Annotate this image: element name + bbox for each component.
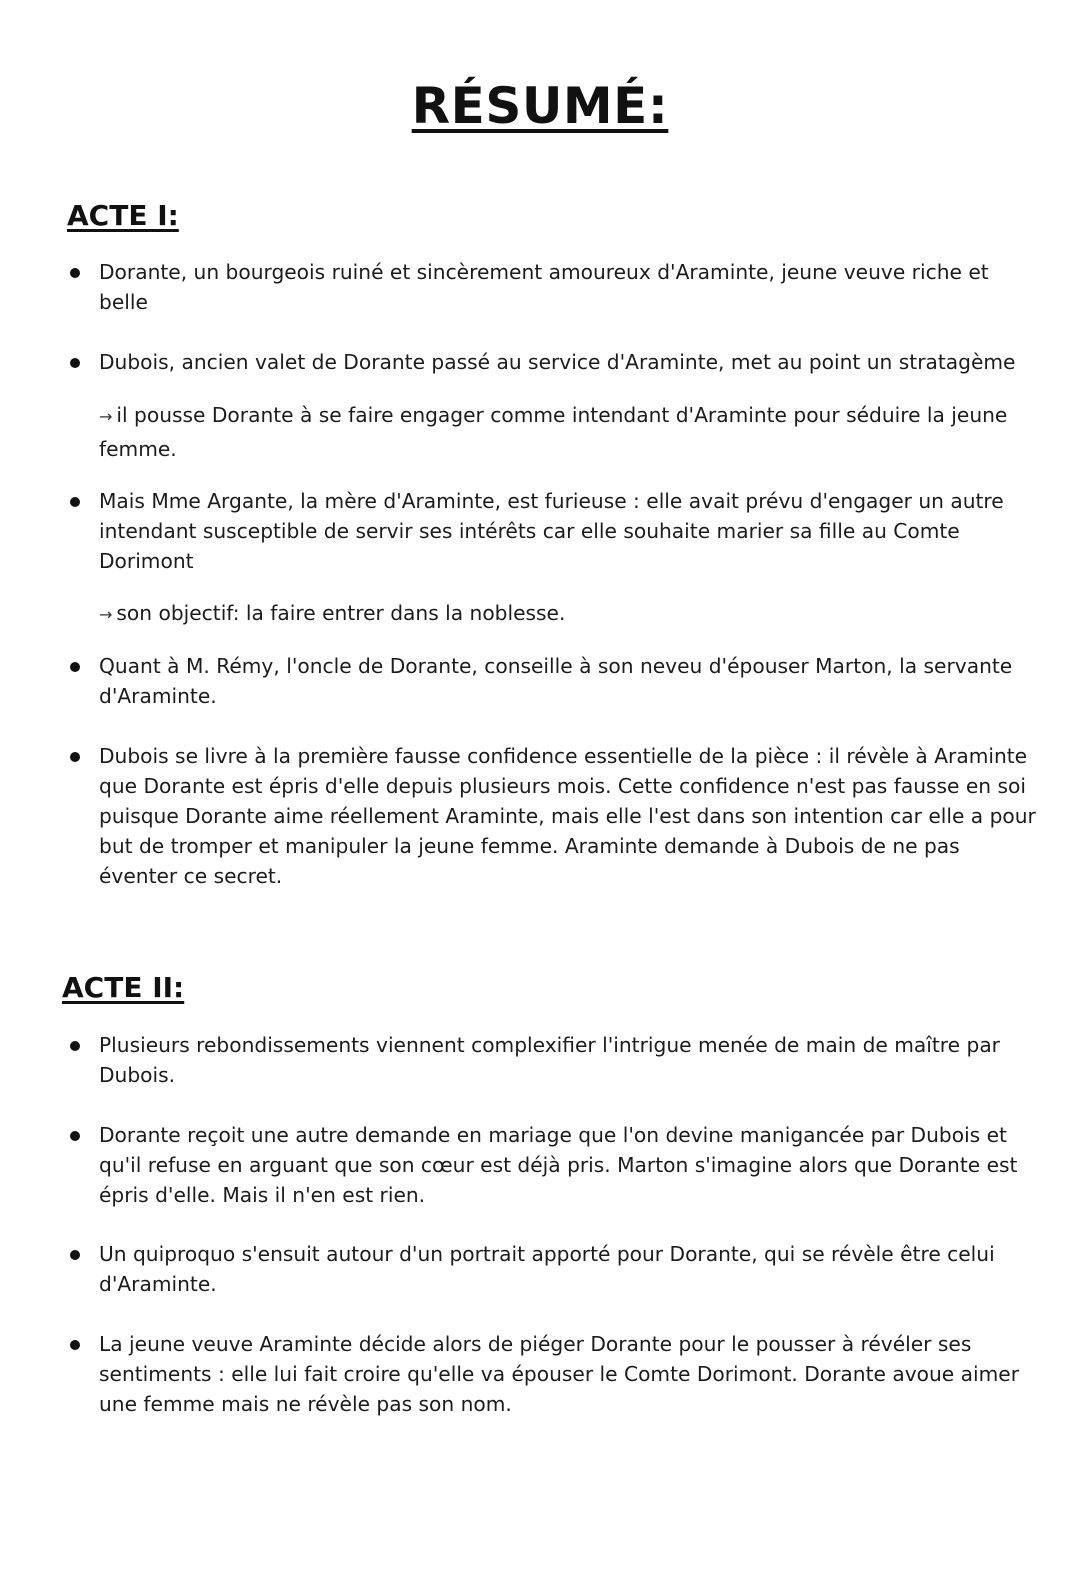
bullet-icon (70, 268, 80, 278)
bullet-icon (70, 1041, 80, 1051)
act-1-sub-1-text: il pousse Dorante à se faire engager comme intendant d'Araminte pour séduire la jeune femme. (99, 403, 1008, 461)
act-1-item-2: Dubois, ancien valet de Dorante passé au service d'Araminte, met au point un stratagème (99, 350, 1016, 374)
bullet-icon (70, 358, 80, 368)
act-2-heading: ACTE II: (62, 971, 185, 1004)
act-1-item-4: Quant à M. Rémy, l'oncle de Dorante, conseille à son neveu d'épouser Marton, la servante d'Araminte. (99, 654, 1013, 708)
bullet-icon (70, 1131, 80, 1141)
arrow-right-icon: → (99, 407, 113, 426)
act-1-sub-2 (99, 597, 1039, 631)
act-2-item-4: La jeune veuve Araminte décide alors de piéger Dorante pour le pousser à révéler ses sentiments : elle lui fait croire qu'elle va épouser le Comte Dorimont. Dorante avoue aimer une femme mais ne révèle pas son nom. (99, 1332, 1019, 1416)
bullet-icon (70, 1340, 80, 1350)
act-1-item-3: Mais Mme Argante, la mère d'Araminte, est furieuse : elle avait prévu d'engager un autre intendant susceptible de servir ses intérêts car elle souhaite marier sa fille au Comte Dorimont (99, 489, 1004, 573)
bullet-icon (70, 662, 80, 672)
arrow-right-icon: → (99, 605, 113, 624)
act-1-item-1: Dorante, un bourgeois ruiné et sincèrement amoureux d'Araminte, jeune veuve riche et belle (99, 260, 989, 314)
act-2-item-3: Un quiproquo s'ensuit autour d'un portrait apporté pour Dorante, qui se révèle être celui d'Araminte. (99, 1242, 995, 1296)
act-1-heading: ACTE I: (67, 199, 179, 232)
act-2-item-1: Plusieurs rebondissements viennent complexifier l'intrigue menée de main de maître par Dubois. (99, 1033, 1000, 1087)
act-2-item-2: Dorante reçoit une autre demande en mariage que l'on devine manigancée par Dubois et qu'il refuse en arguant que son cœur est déjà pris. Marton s'imagine alors que Dorante est épris d'elle. Mais il n'en est rien. (99, 1123, 1018, 1207)
page-title: RÉSUMÉ: (411, 77, 669, 135)
bullet-icon (70, 497, 80, 507)
act-1-sub-2-text: son objectif: la faire entrer dans la noblesse. (116, 601, 566, 625)
act-1-sub-1 (99, 399, 1039, 465)
act-1-item-5: Dubois se livre à la première fausse confidence essentielle de la pièce : il révèle à Araminte que Dorante est épris d'elle depuis plusieurs mois. Cette confidence n'est pas fausse en soi puisque Dorante aime réellement Araminte, mais elle l'est dans son intention car elle a pour but de tromper et manipuler la jeune femme. Araminte demande à Dubois de ne pas éventer ce secret. (99, 744, 1036, 888)
bullet-icon (70, 1250, 80, 1260)
bullet-icon (70, 752, 80, 762)
